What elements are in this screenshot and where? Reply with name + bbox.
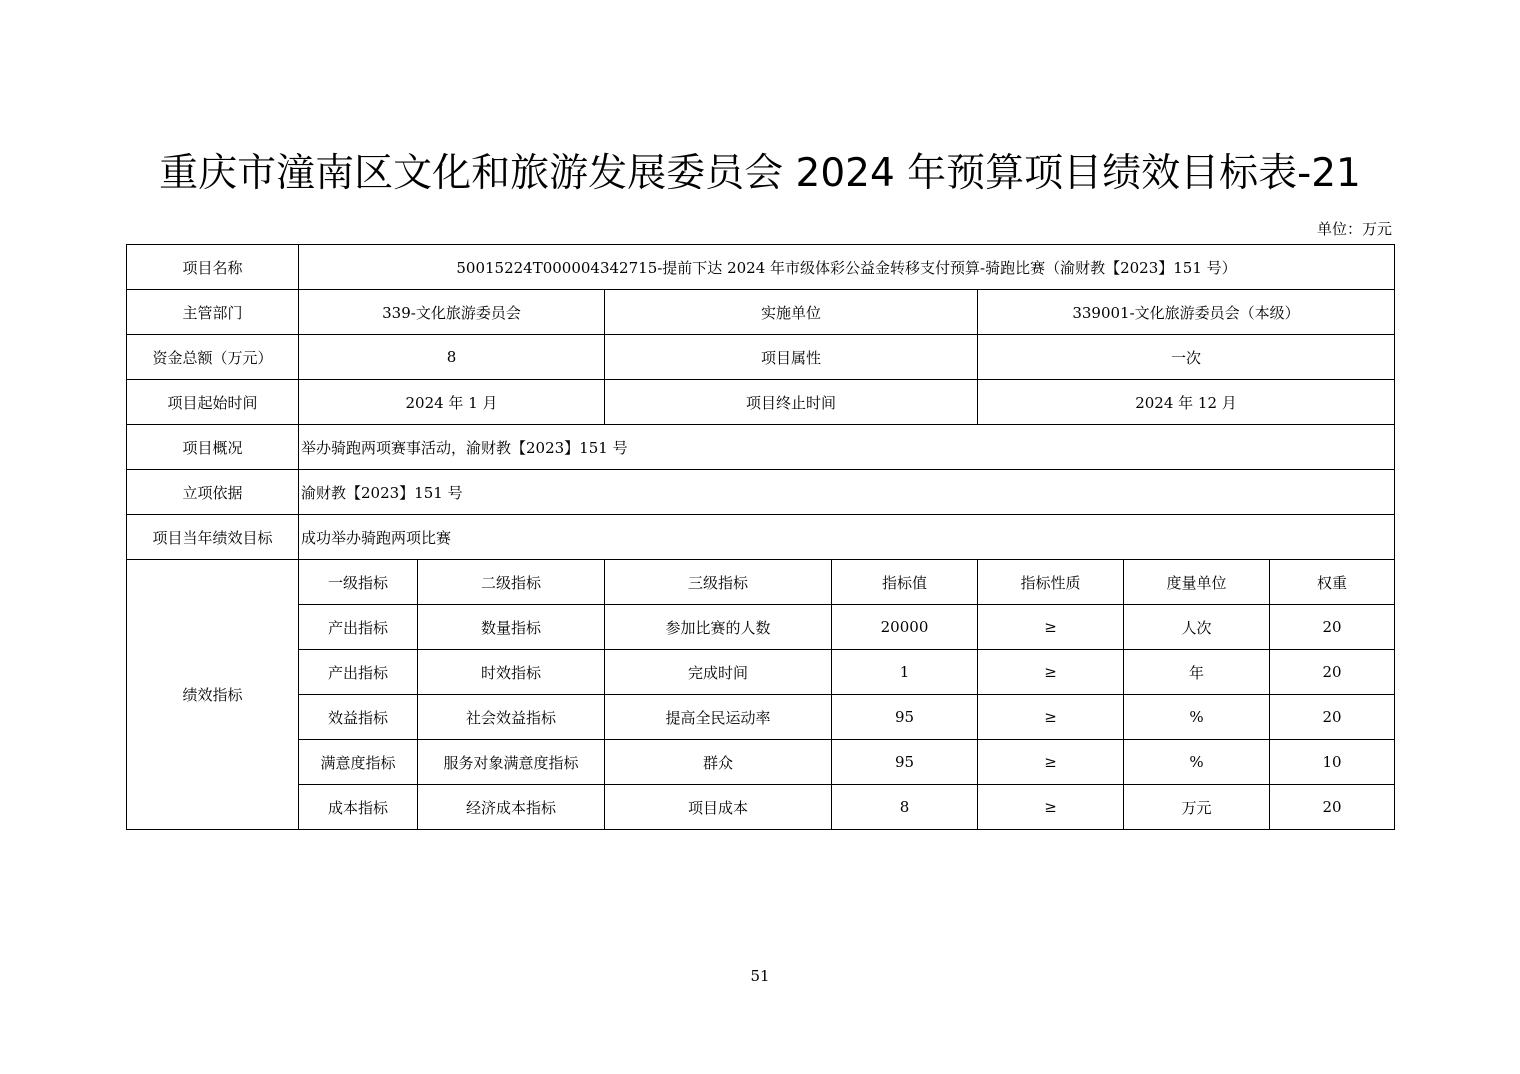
indicators-label: 绩效指标 bbox=[127, 560, 299, 830]
indicator-row bbox=[127, 695, 1395, 740]
header-level3: 三级指标 bbox=[605, 560, 832, 605]
weight-cell: 20 bbox=[1270, 695, 1395, 740]
level3-cell: 群众 bbox=[605, 740, 832, 785]
row-basis bbox=[127, 470, 1395, 515]
header-unit: 度量单位 bbox=[1124, 560, 1270, 605]
header-nature: 指标性质 bbox=[978, 560, 1124, 605]
unit-cell: % bbox=[1124, 695, 1270, 740]
implementer-label: 实施单位 bbox=[605, 290, 978, 335]
indicator-header-row bbox=[127, 560, 1395, 605]
level1-cell: 产出指标 bbox=[299, 605, 418, 650]
value-cell: 95 bbox=[832, 740, 978, 785]
indicator-row bbox=[127, 785, 1395, 830]
project-name-value: 50015224T000004342715-提前下达 2024 年市级体彩公益金转移支付预算-骑跑比赛（渝财教【2023】151 号） bbox=[299, 245, 1395, 290]
value-cell: 1 bbox=[832, 650, 978, 695]
row-overview bbox=[127, 425, 1395, 470]
end-time-label: 项目终止时间 bbox=[605, 380, 978, 425]
level1-cell: 成本指标 bbox=[299, 785, 418, 830]
nature-cell: ≥ bbox=[978, 605, 1124, 650]
page-title: 重庆市潼南区文化和旅游发展委员会 2024 年预算项目绩效目标表-21 bbox=[159, 151, 1361, 196]
level3-cell: 完成时间 bbox=[605, 650, 832, 695]
level2-cell: 时效指标 bbox=[418, 650, 605, 695]
row-period bbox=[127, 380, 1395, 425]
level1-cell: 产出指标 bbox=[299, 650, 418, 695]
goal-label: 项目当年绩效目标 bbox=[127, 515, 299, 560]
department-label: 主管部门 bbox=[127, 290, 299, 335]
level2-cell: 服务对象满意度指标 bbox=[418, 740, 605, 785]
unit-cell: 年 bbox=[1124, 650, 1270, 695]
unit-cell: % bbox=[1124, 740, 1270, 785]
level2-cell: 社会效益指标 bbox=[418, 695, 605, 740]
nature-cell: ≥ bbox=[978, 785, 1124, 830]
start-time-label: 项目起始时间 bbox=[127, 380, 299, 425]
unit-label: 单位：万元 bbox=[1316, 220, 1392, 238]
header-weight: 权重 bbox=[1270, 560, 1395, 605]
funds-label: 资金总额（万元） bbox=[127, 335, 299, 380]
attribute-value: 一次 bbox=[978, 335, 1395, 380]
row-goal bbox=[127, 515, 1395, 560]
row-project-name bbox=[127, 245, 1395, 290]
unit-cell: 人次 bbox=[1124, 605, 1270, 650]
overview-value: 举办骑跑两项赛事活动，渝财教【2023】151 号 bbox=[299, 425, 1395, 470]
weight-cell: 20 bbox=[1270, 785, 1395, 830]
implementer-value: 339001-文化旅游委员会（本级） bbox=[978, 290, 1395, 335]
level3-cell: 参加比赛的人数 bbox=[605, 605, 832, 650]
header-level2: 二级指标 bbox=[418, 560, 605, 605]
value-cell: 8 bbox=[832, 785, 978, 830]
overview-label: 项目概况 bbox=[127, 425, 299, 470]
basis-value: 渝财教【2023】151 号 bbox=[299, 470, 1395, 515]
weight-cell: 20 bbox=[1270, 605, 1395, 650]
funds-value: 8 bbox=[299, 335, 605, 380]
end-time-value: 2024 年 12 月 bbox=[978, 380, 1395, 425]
row-funds bbox=[127, 335, 1395, 380]
basis-label: 立项依据 bbox=[127, 470, 299, 515]
performance-table bbox=[126, 244, 1395, 830]
project-name-label: 项目名称 bbox=[127, 245, 299, 290]
level1-cell: 满意度指标 bbox=[299, 740, 418, 785]
indicator-row bbox=[127, 650, 1395, 695]
level2-cell: 数量指标 bbox=[418, 605, 605, 650]
header-value: 指标值 bbox=[832, 560, 978, 605]
unit-cell: 万元 bbox=[1124, 785, 1270, 830]
value-cell: 20000 bbox=[832, 605, 978, 650]
attribute-label: 项目属性 bbox=[605, 335, 978, 380]
indicator-row bbox=[127, 740, 1395, 785]
level2-cell: 经济成本指标 bbox=[418, 785, 605, 830]
goal-value: 成功举办骑跑两项比赛 bbox=[299, 515, 1395, 560]
header-level1: 一级指标 bbox=[299, 560, 418, 605]
weight-cell: 10 bbox=[1270, 740, 1395, 785]
nature-cell: ≥ bbox=[978, 650, 1124, 695]
level1-cell: 效益指标 bbox=[299, 695, 418, 740]
level3-cell: 提高全民运动率 bbox=[605, 695, 832, 740]
value-cell: 95 bbox=[832, 695, 978, 740]
weight-cell: 20 bbox=[1270, 650, 1395, 695]
page-number: 51 bbox=[750, 967, 770, 985]
start-time-value: 2024 年 1 月 bbox=[299, 380, 605, 425]
nature-cell: ≥ bbox=[978, 740, 1124, 785]
level3-cell: 项目成本 bbox=[605, 785, 832, 830]
nature-cell: ≥ bbox=[978, 695, 1124, 740]
row-department bbox=[127, 290, 1395, 335]
department-value: 339-文化旅游委员会 bbox=[299, 290, 605, 335]
indicator-row bbox=[127, 605, 1395, 650]
